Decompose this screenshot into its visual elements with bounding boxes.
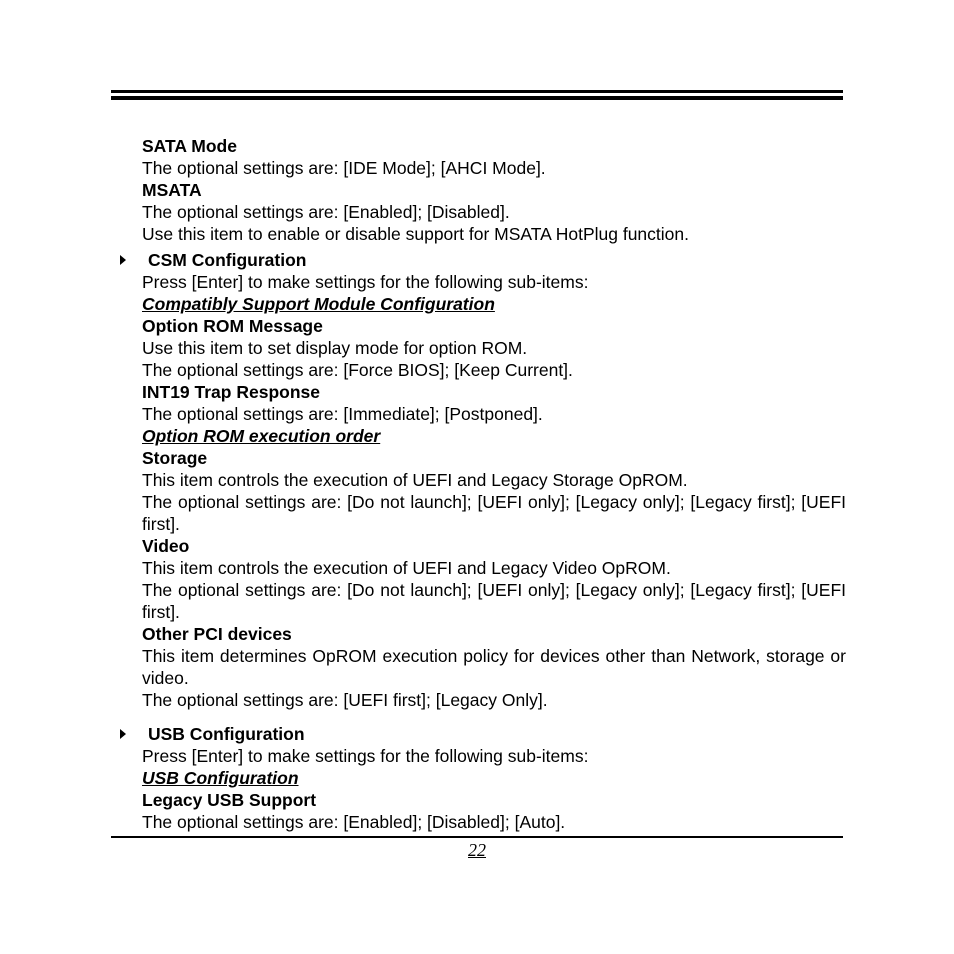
usb-press-enter: Press [Enter] to make settings for the following sub-items: [142, 746, 589, 766]
legacy-usb-heading: Legacy USB Support [142, 790, 317, 810]
header-rule-thick [111, 96, 843, 100]
header-rule-thin [111, 90, 843, 93]
csm-press-enter: Press [Enter] to make settings for the following sub-items: [142, 272, 589, 292]
video-options: The optional settings are: [Do not launch]; [UEFI only]; [Legacy only]; [Legacy first]; [UEFI first]. [142, 580, 846, 622]
usb-subheading: USB Configuration [142, 768, 299, 788]
csm-configuration-label: CSM Configuration [148, 250, 307, 270]
other-pci-description: This item determines OpROM execution policy for devices other than Network, storage or video. [142, 646, 846, 688]
csm-configuration-heading [142, 249, 846, 271]
video-heading: Video [142, 536, 190, 556]
msata-description: Use this item to enable or disable support for MSATA HotPlug function. [142, 224, 689, 244]
legacy-usb-options: The optional settings are: [Enabled]; [Disabled]; [Auto]. [142, 812, 566, 832]
other-pci-heading: Other PCI devices [142, 624, 292, 644]
option-rom-message-options: The optional settings are: [Force BIOS]; [Keep Current]. [142, 360, 573, 380]
int19-options: The optional settings are: [Immediate]; [Postponed]. [142, 404, 543, 424]
option-rom-message-heading: Option ROM Message [142, 316, 323, 336]
storage-heading: Storage [142, 448, 208, 468]
usb-configuration-label: USB Configuration [148, 724, 305, 744]
page-body [142, 135, 846, 833]
triangle-right-icon [120, 729, 126, 739]
usb-configuration-heading [142, 723, 846, 745]
footer-rule [111, 836, 843, 838]
storage-options: The optional settings are: [Do not launch]; [UEFI only]; [Legacy only]; [Legacy first]; [UEFI first]. [142, 492, 846, 534]
msata-options: The optional settings are: [Enabled]; [Disabled]. [142, 202, 510, 222]
triangle-right-icon [120, 255, 126, 265]
msata-heading: MSATA [142, 180, 202, 200]
sata-mode-options: The optional settings are: [IDE Mode]; [AHCI Mode]. [142, 158, 546, 178]
csm-subheading: Compatibly Support Module Configuration [142, 294, 495, 314]
other-pci-options: The optional settings are: [UEFI first]; [Legacy Only]. [142, 690, 548, 710]
int19-heading: INT19 Trap Response [142, 382, 320, 402]
page-number-text: 22 [468, 840, 486, 860]
option-rom-order-subheading: Option ROM execution order [142, 426, 381, 446]
option-rom-message-description: Use this item to set display mode for option ROM. [142, 338, 528, 358]
page-number [0, 840, 954, 861]
storage-description: This item controls the execution of UEFI and Legacy Storage OpROM. [142, 470, 688, 490]
video-description: This item controls the execution of UEFI and Legacy Video OpROM. [142, 558, 671, 578]
sata-mode-heading: SATA Mode [142, 136, 237, 156]
